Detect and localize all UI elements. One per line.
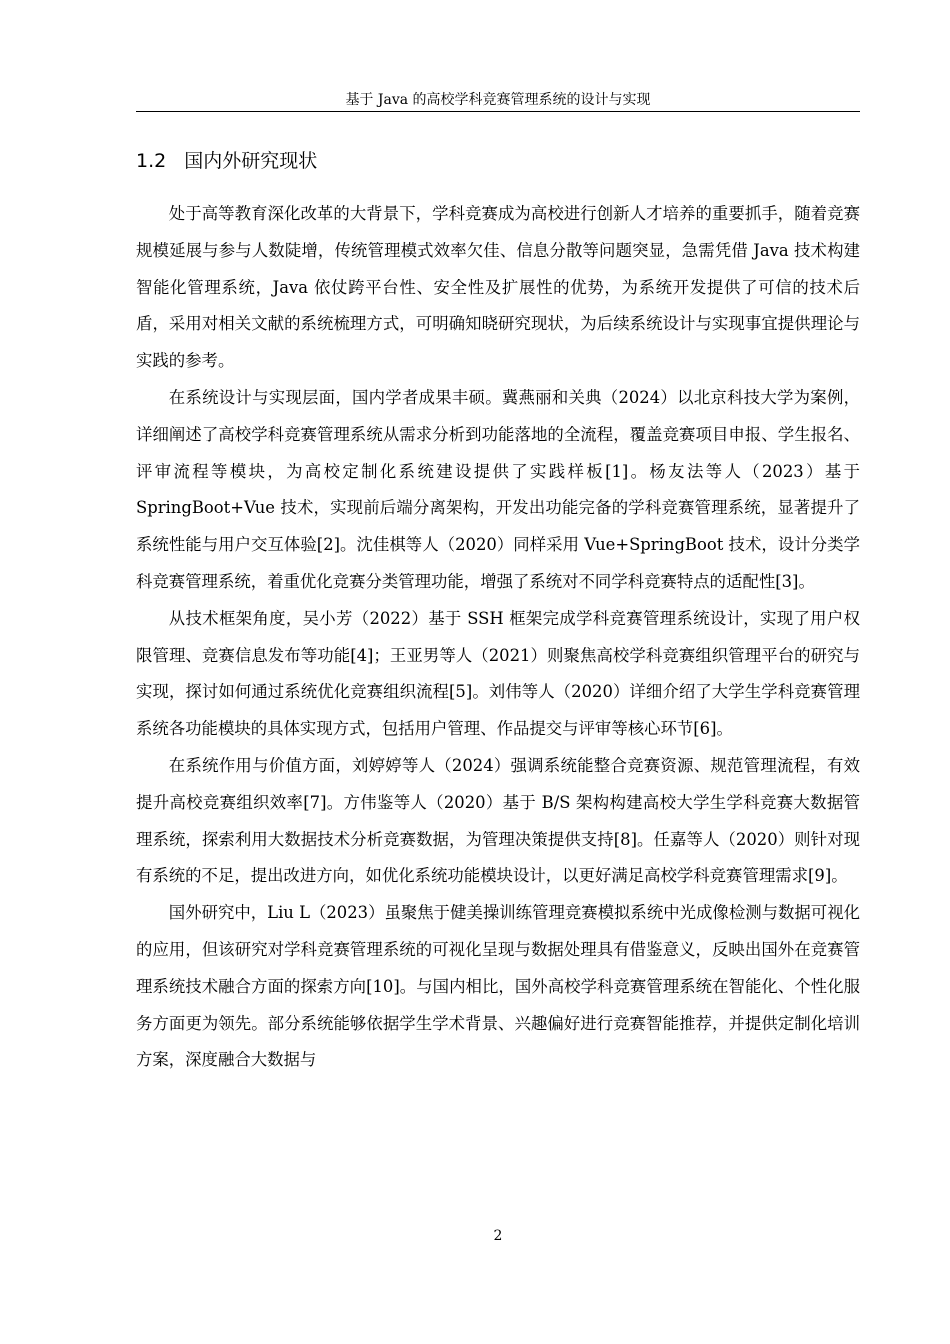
section-number: 1.2 (136, 150, 167, 172)
header-rule (136, 111, 860, 112)
paragraph-2: 在系统设计与实现层面，国内学者成果丰硕。冀燕丽和关典（2024）以北京科技大学为案例，详细阐述了高校学科竞赛管理系统从需求分析到功能落地的全流程，覆盖竞赛项目申报、学生报名、评审流程等模块，为高校定制化系统建设提供了实践样板[1]。杨友法等人（2023）基于 SpringBoot+Vue 技术，实现前后端分离架构，开发出功能完备的学科竞赛管理系统，显著提升了系统性能与用户交互体验[2]。沈佳棋等人（2020）同样采用 Vue+SpringBoot 技术，设计分类学科竞赛管理系统，着重优化竞赛分类管理功能，增强了系统对不同学科竞赛特点的适配性[3]。 (136, 387, 860, 591)
body-text (136, 196, 860, 1079)
section-heading (136, 146, 860, 176)
page-number: 2 (493, 1228, 503, 1244)
paragraph-3: 从技术框架角度，吴小芳（2022）基于 SSH 框架完成学科竞赛管理系统设计，实现了用户权限管理、竞赛信息发布等功能[4]；王亚男等人（2021）则聚焦高校学科竞赛组织管理平台的研究与实现，探讨如何通过系统优化竞赛组织流程[5]。刘伟等人（2020）详细介绍了大学生学科竞赛管理系统各功能模块的具体实现方式，包括用户管理、作品提交与评审等核心环节[6]。 (136, 608, 860, 739)
running-header: 基于 Java 的高校学科竞赛管理系统的设计与实现 (345, 92, 651, 108)
paragraph-5: 国外研究中，Liu L（2023）虽聚焦于健美操训练管理竞赛模拟系统中光成像检测与数据可视化的应用，但该研究对学科竞赛管理系统的可视化呈现与数据处理具有借鉴意义，反映出国外在竞赛管理系统技术融合方面的探索方向[10]。与国内相比，国外高校学科竞赛管理系统在智能化、个性化服务方面更为领先。部分系统能够依据学生学术背景、兴趣偏好进行竞赛智能推荐，并提供定制化培训方案，深度融合大数据与 (136, 903, 860, 1070)
paragraph-1: 处于高等教育深化改革的大背景下，学科竞赛成为高校进行创新人才培养的重要抓手，随着竞赛规模延展与参与人数陡增，传统管理模式效率欠佳、信息分散等问题突显，急需凭借 Java 技术构建智能化管理系统，Java 依仗跨平台性、安全性及扩展性的优势，为系统开发提供了可信的技术后盾，采用对相关文献的系统梳理方式，可明确知晓研究现状，为后续系统设计与实现事宜提供理论与实践的参考。 (136, 204, 860, 371)
section-title: 国内外研究现状 (184, 150, 318, 172)
paragraph-4: 在系统作用与价值方面，刘婷婷等人（2024）强调系统能整合竞赛资源、规范管理流程，有效提升高校竞赛组织效率[7]。方伟鉴等人（2020）基于 B/S 架构构建高校大学生学科竞赛大数据管理系统，探索利用大数据技术分析竞赛数据，为管理决策提供支持[8]。任嘉等人（2020）则针对现有系统的不足，提出改进方向，如优化系统功能模块设计，以更好满足高校学科竞赛管理需求[9]。 (136, 755, 860, 886)
